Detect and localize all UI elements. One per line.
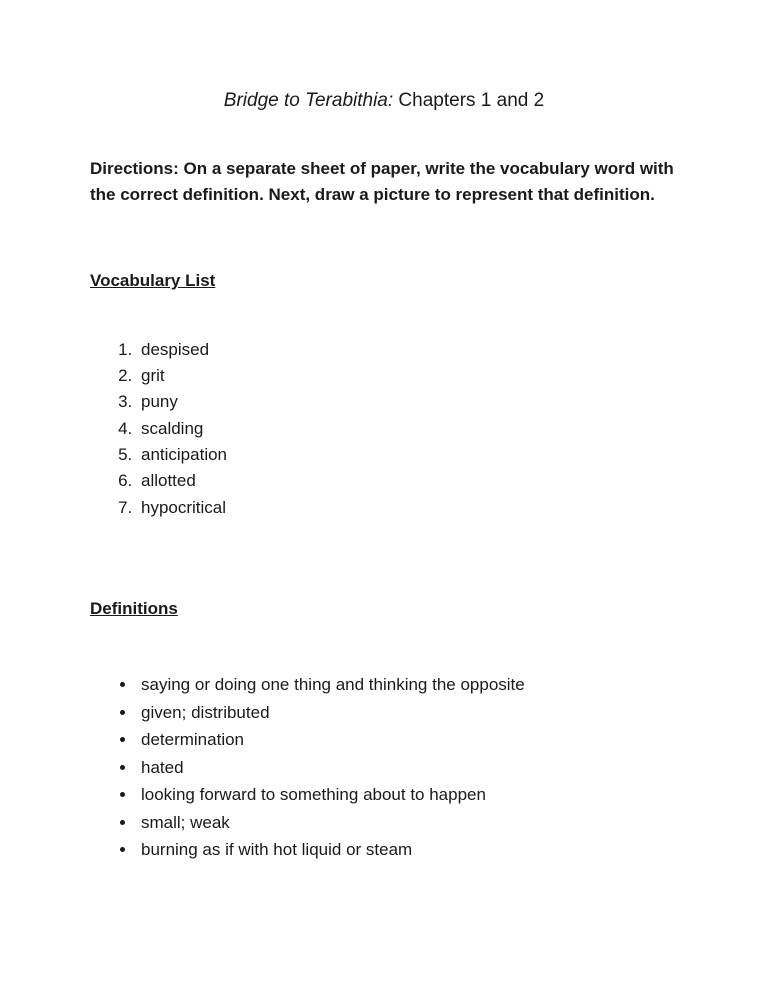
- title-chapter-label: Chapters 1 and 2: [393, 90, 545, 111]
- list-item: • hated: [137, 754, 678, 782]
- title-book-name: Bridge to Terabithia:: [223, 90, 394, 111]
- list-item: • small; weak: [137, 809, 678, 837]
- list-item: • burning as if with hot liquid or steam: [137, 836, 678, 864]
- directions-text: Directions: On a separate sheet of paper, write the vocabulary word with the correct definition. Next, draw a picture to represent that definition.: [90, 159, 674, 205]
- vocabulary-list-heading: Vocabulary List: [90, 270, 216, 290]
- list-item: 4. scalding: [137, 416, 678, 442]
- list-item: • saying or doing one thing and thinking the opposite: [137, 671, 678, 699]
- list-item: • looking forward to something about to happen: [137, 781, 678, 809]
- definitions-list: [90, 671, 678, 864]
- list-item: • determination: [137, 726, 678, 754]
- definitions-heading: Definitions: [90, 599, 178, 619]
- list-item: 1. despised: [137, 337, 678, 363]
- vocabulary-list: [90, 337, 678, 521]
- list-item: 3. puny: [137, 389, 678, 415]
- list-item: 2. grit: [137, 363, 678, 389]
- list-item: • given; distributed: [137, 699, 678, 727]
- page-title: [90, 90, 678, 112]
- list-item: 6. allotted: [137, 468, 678, 494]
- list-item: 5. anticipation: [137, 442, 678, 468]
- list-item: 7. hypocritical: [137, 495, 678, 521]
